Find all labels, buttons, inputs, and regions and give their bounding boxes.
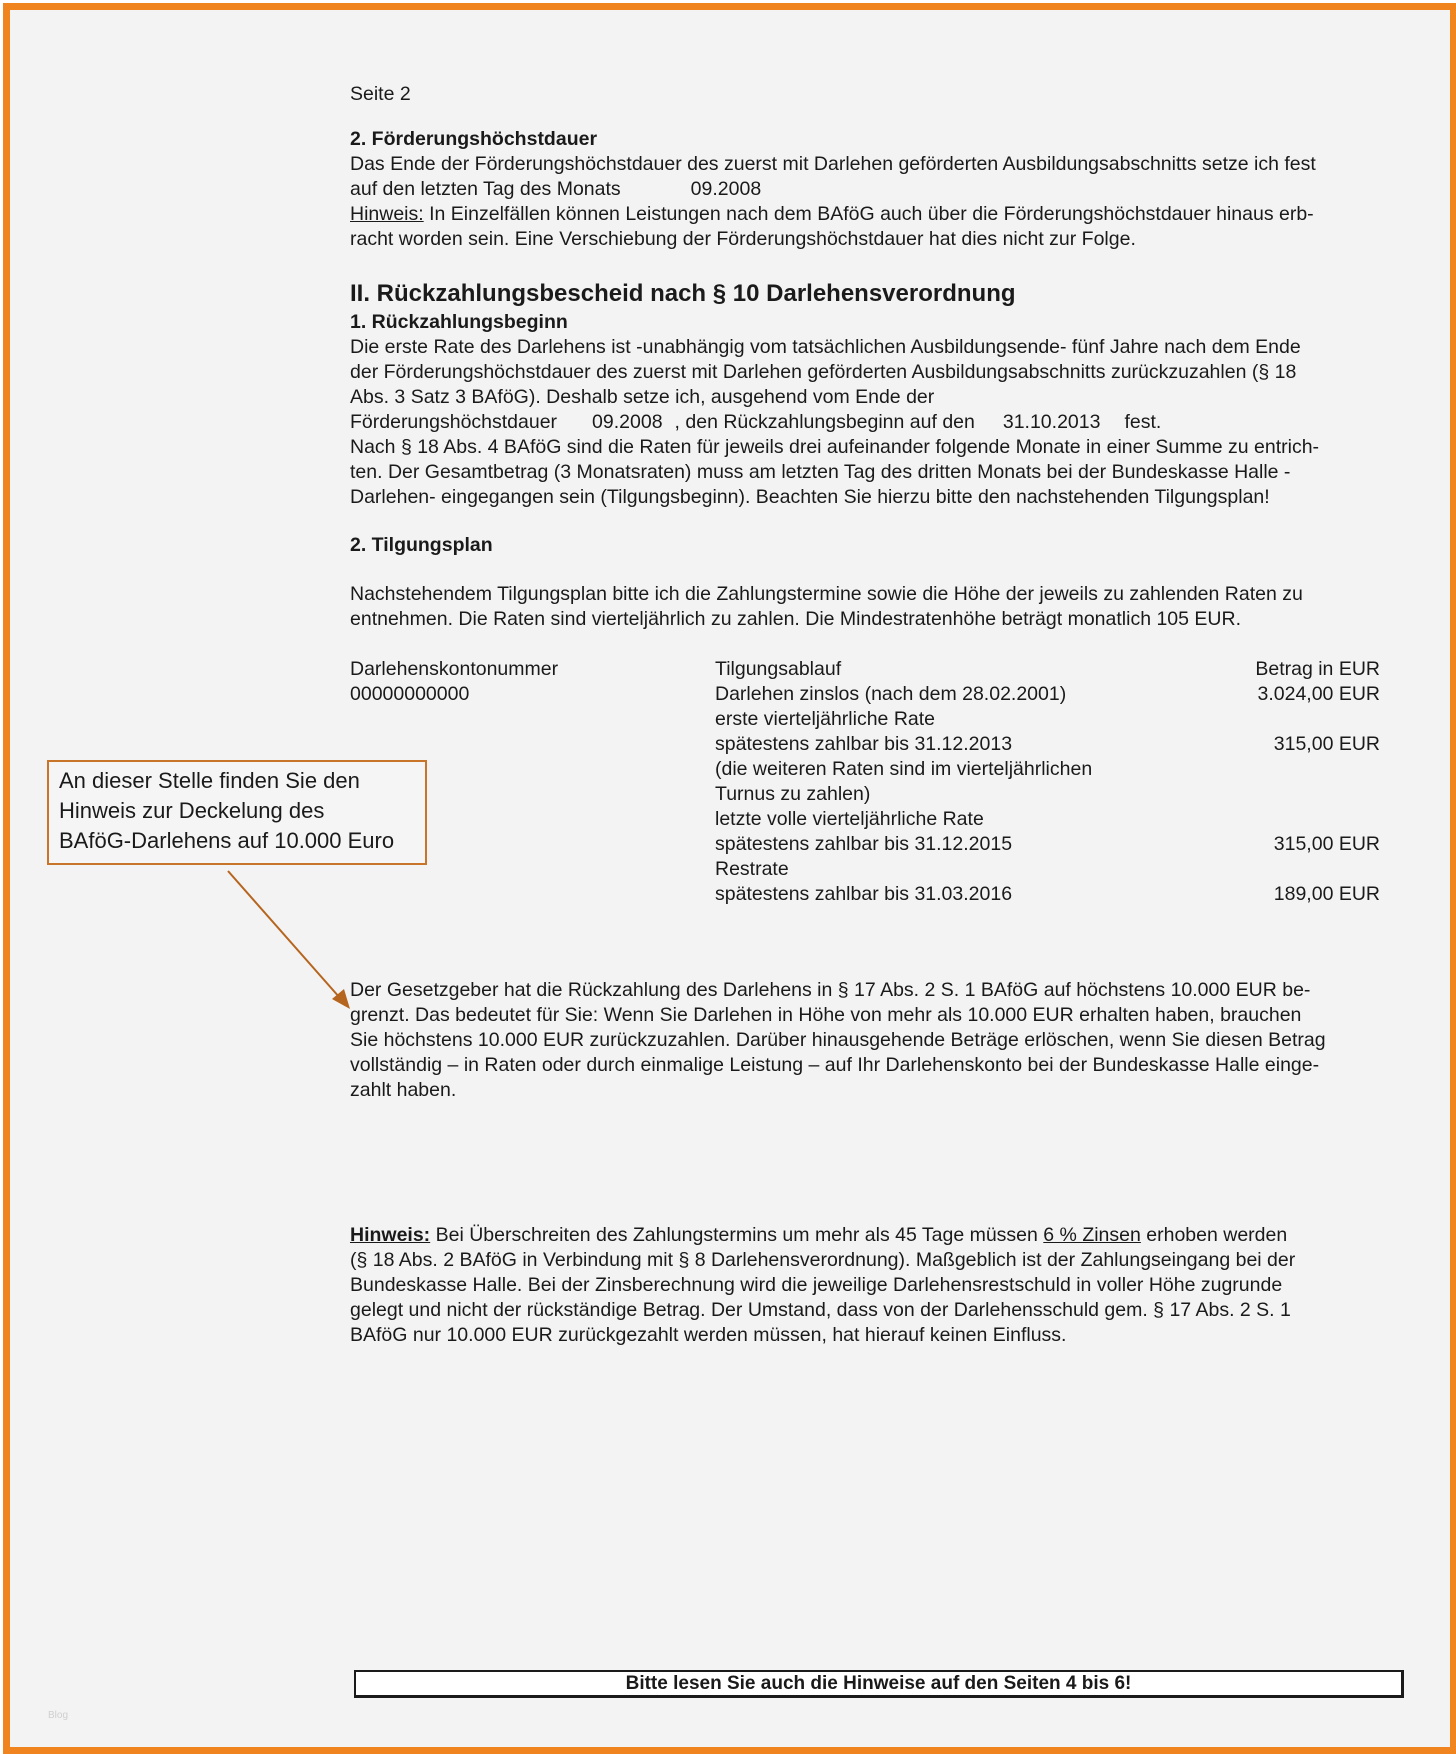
text-line: Nachstehendem Tilgungsplan bitte ich die Zahlungstermine sowie die Höhe der jeweils zu zahlenden Raten zu	[350, 583, 1303, 605]
callout-line: Hinweis zur Deckelung des	[59, 798, 325, 823]
table-cell: Restrate	[715, 858, 789, 880]
table-row	[350, 757, 1410, 782]
document-page	[3, 3, 1456, 1754]
table-row	[350, 857, 1410, 882]
cap-paragraph	[350, 978, 1410, 1103]
section-rueckzahlungsbeginn	[350, 310, 1410, 510]
text-line: Die erste Rate des Darlehens ist -unabhängig vom tatsächlichen Ausbildungsende- fünf Jahre nach dem Ende	[350, 336, 1301, 358]
table-row	[350, 807, 1410, 832]
text-span: Bei Überschreiten des Zahlungstermins um mehr als 45 Tage müssen	[430, 1224, 1044, 1246]
subsection-heading: 1. Rückzahlungsbeginn	[350, 311, 568, 333]
text-line	[350, 410, 1410, 435]
callout-arrow-icon	[220, 865, 370, 1015]
date-value: 09.2008	[690, 178, 762, 200]
text-line: Darlehen- eingegangen sein (Tilgungsbeginn). Beachten Sie hierzu bitte den nachstehenden Tilgungsplan!	[350, 486, 1270, 508]
table-cell: erste vierteljährliche Rate	[715, 708, 936, 730]
callout-box	[47, 760, 427, 865]
amount-cell: 315,00 EUR	[1273, 733, 1380, 755]
callout-line: BAföG-Darlehens auf 10.000 Euro	[59, 828, 395, 853]
hint-line	[350, 202, 1410, 227]
amount-cell: 3.024,00 EUR	[1257, 683, 1380, 705]
text-line	[350, 177, 1410, 202]
text-line: vollständig – in Raten oder durch einmalige Leistung – auf Ihr Darlehenskonto bei der Bundeskasse Halle einge-	[350, 1054, 1320, 1076]
table-cell: Darlehen zinslos (nach dem 28.02.2001)	[715, 683, 1067, 705]
column-header: Darlehenskontonummer	[350, 658, 559, 680]
watermark: Blog	[48, 1710, 69, 1721]
account-number: 00000000000	[350, 683, 470, 705]
table-row	[350, 732, 1410, 757]
text-line: zahlt haben.	[350, 1079, 457, 1101]
tilgungsplan-intro	[350, 582, 1410, 632]
table-row	[350, 707, 1410, 732]
text-span: , den Rückzahlungsbeginn auf den	[674, 411, 975, 433]
text-line: grenzt. Das bedeutet für Sie: Wenn Sie Darlehen in Höhe von mehr als 10.000 EUR erhalten haben, brauchen	[350, 1004, 1302, 1026]
text-span: Förderungshöchstdauer	[350, 411, 558, 433]
amount-cell: 189,00 EUR	[1273, 883, 1380, 905]
section-II-heading: II. Rückzahlungsbescheid nach § 10 Darlehensverordnung	[350, 280, 1016, 307]
text-span: erhoben werden	[1140, 1224, 1288, 1246]
table-row	[350, 832, 1410, 857]
table-cell: spätestens zahlbar bis 31.12.2015	[715, 833, 1013, 855]
text-line: ten. Der Gesamtbetrag (3 Monatsraten) muss am letzten Tag des dritten Monats bei der Bundeskasse Halle -	[350, 461, 1291, 483]
text-line: Sie höchstens 10.000 EUR zurückzuzahlen. Darüber hinausgehende Beträge erlöschen, wenn Sie diesen Betrag	[350, 1029, 1326, 1051]
footer-notice: Bitte lesen Sie auch die Hinweise auf den Seiten 4 bis 6!	[354, 1670, 1404, 1698]
table-row	[350, 682, 1410, 707]
text-line: (§ 18 Abs. 2 BAföG in Verbindung mit § 8 Darlehensverordnung). Maßgeblich ist der Zahlungseingang bei der	[350, 1249, 1296, 1271]
text-line: der Förderungshöchstdauer des zuerst mit Darlehen geförderten Ausbildungsabschnitts zurückzuzahlen (§ 18	[350, 361, 1297, 383]
table-cell: spätestens zahlbar bis 31.12.2013	[715, 733, 1013, 755]
interest-hint	[350, 1223, 1410, 1348]
text-line: gelegt und nicht der rückständige Betrag. Der Umstand, dass von der Darlehensschuld gem. § 17 Abs. 2 S. 1	[350, 1299, 1291, 1321]
amount-cell: 315,00 EUR	[1273, 833, 1380, 855]
hint-label: Hinweis:	[350, 1224, 431, 1246]
table-header-row	[350, 657, 1410, 682]
text-span: fest.	[1124, 411, 1162, 433]
repayment-plan-table	[350, 657, 1410, 907]
column-header: Tilgungsablauf	[715, 658, 842, 680]
date-value: 31.10.2013	[1002, 411, 1101, 433]
subsection-heading-tilgungsplan: 2. Tilgungsplan	[350, 534, 493, 556]
column-header: Betrag in EUR	[1255, 658, 1380, 680]
text-line: Abs. 3 Satz 3 BAföG). Deshalb setze ich, ausgehend vom Ende der	[350, 386, 935, 408]
hint-label: Hinweis:	[350, 203, 424, 225]
text-line: Bundeskasse Halle. Bei der Zinsberechnung wird die jeweilige Darlehensrestschuld in voller Höhe zugrunde	[350, 1274, 1283, 1296]
text-line: Nach § 18 Abs. 4 BAföG sind die Raten für jeweils drei aufeinander folgende Monate in einer Summe zu entrich-	[350, 436, 1320, 458]
callout-line: An dieser Stelle finden Sie den	[59, 768, 360, 793]
table-cell: (die weiteren Raten sind im vierteljährlichen	[715, 758, 1093, 780]
text-span: In Einzelfällen können Leistungen nach dem BAföG auch über die Förderungshöchstdauer hinaus erb-	[423, 203, 1314, 225]
table-cell: spätestens zahlbar bis 31.03.2016	[715, 883, 1013, 905]
text-line: Das Ende der Förderungshöchstdauer des zuerst mit Darlehen geförderten Ausbildungsabschnitts setze ich fest	[350, 153, 1316, 175]
table-cell: letzte volle vierteljährliche Rate	[715, 808, 984, 830]
table-row	[350, 882, 1410, 907]
text-line: BAföG nur 10.000 EUR zurückgezahlt werden müssen, hat hierauf keinen Einfluss.	[350, 1324, 1067, 1346]
page-label: Seite 2	[350, 83, 411, 105]
table-cell: Turnus zu zahlen)	[715, 783, 871, 805]
text-line: entnehmen. Die Raten sind vierteljährlich zu zahlen. Die Mindestratenhöhe beträgt monatlich 105 EUR.	[350, 608, 1241, 630]
date-value: 09.2008	[592, 411, 663, 433]
text-line: racht worden sein. Eine Verschiebung der Förderungshöchstdauer hat dies nicht zur Folge.	[350, 228, 1136, 250]
interest-rate: 6 % Zinsen	[1043, 1224, 1141, 1246]
section-heading: 2. Förderungshöchstdauer	[350, 128, 598, 150]
hint-line	[350, 1223, 1410, 1248]
table-row	[350, 782, 1410, 807]
section-foerderungshoechstdauer	[350, 127, 1410, 252]
text-span: auf den letzten Tag des Monats	[350, 178, 621, 200]
text-line: Der Gesetzgeber hat die Rückzahlung des Darlehens in § 17 Abs. 2 S. 1 BAföG auf höchstens 10.000 EUR be-	[350, 979, 1311, 1001]
